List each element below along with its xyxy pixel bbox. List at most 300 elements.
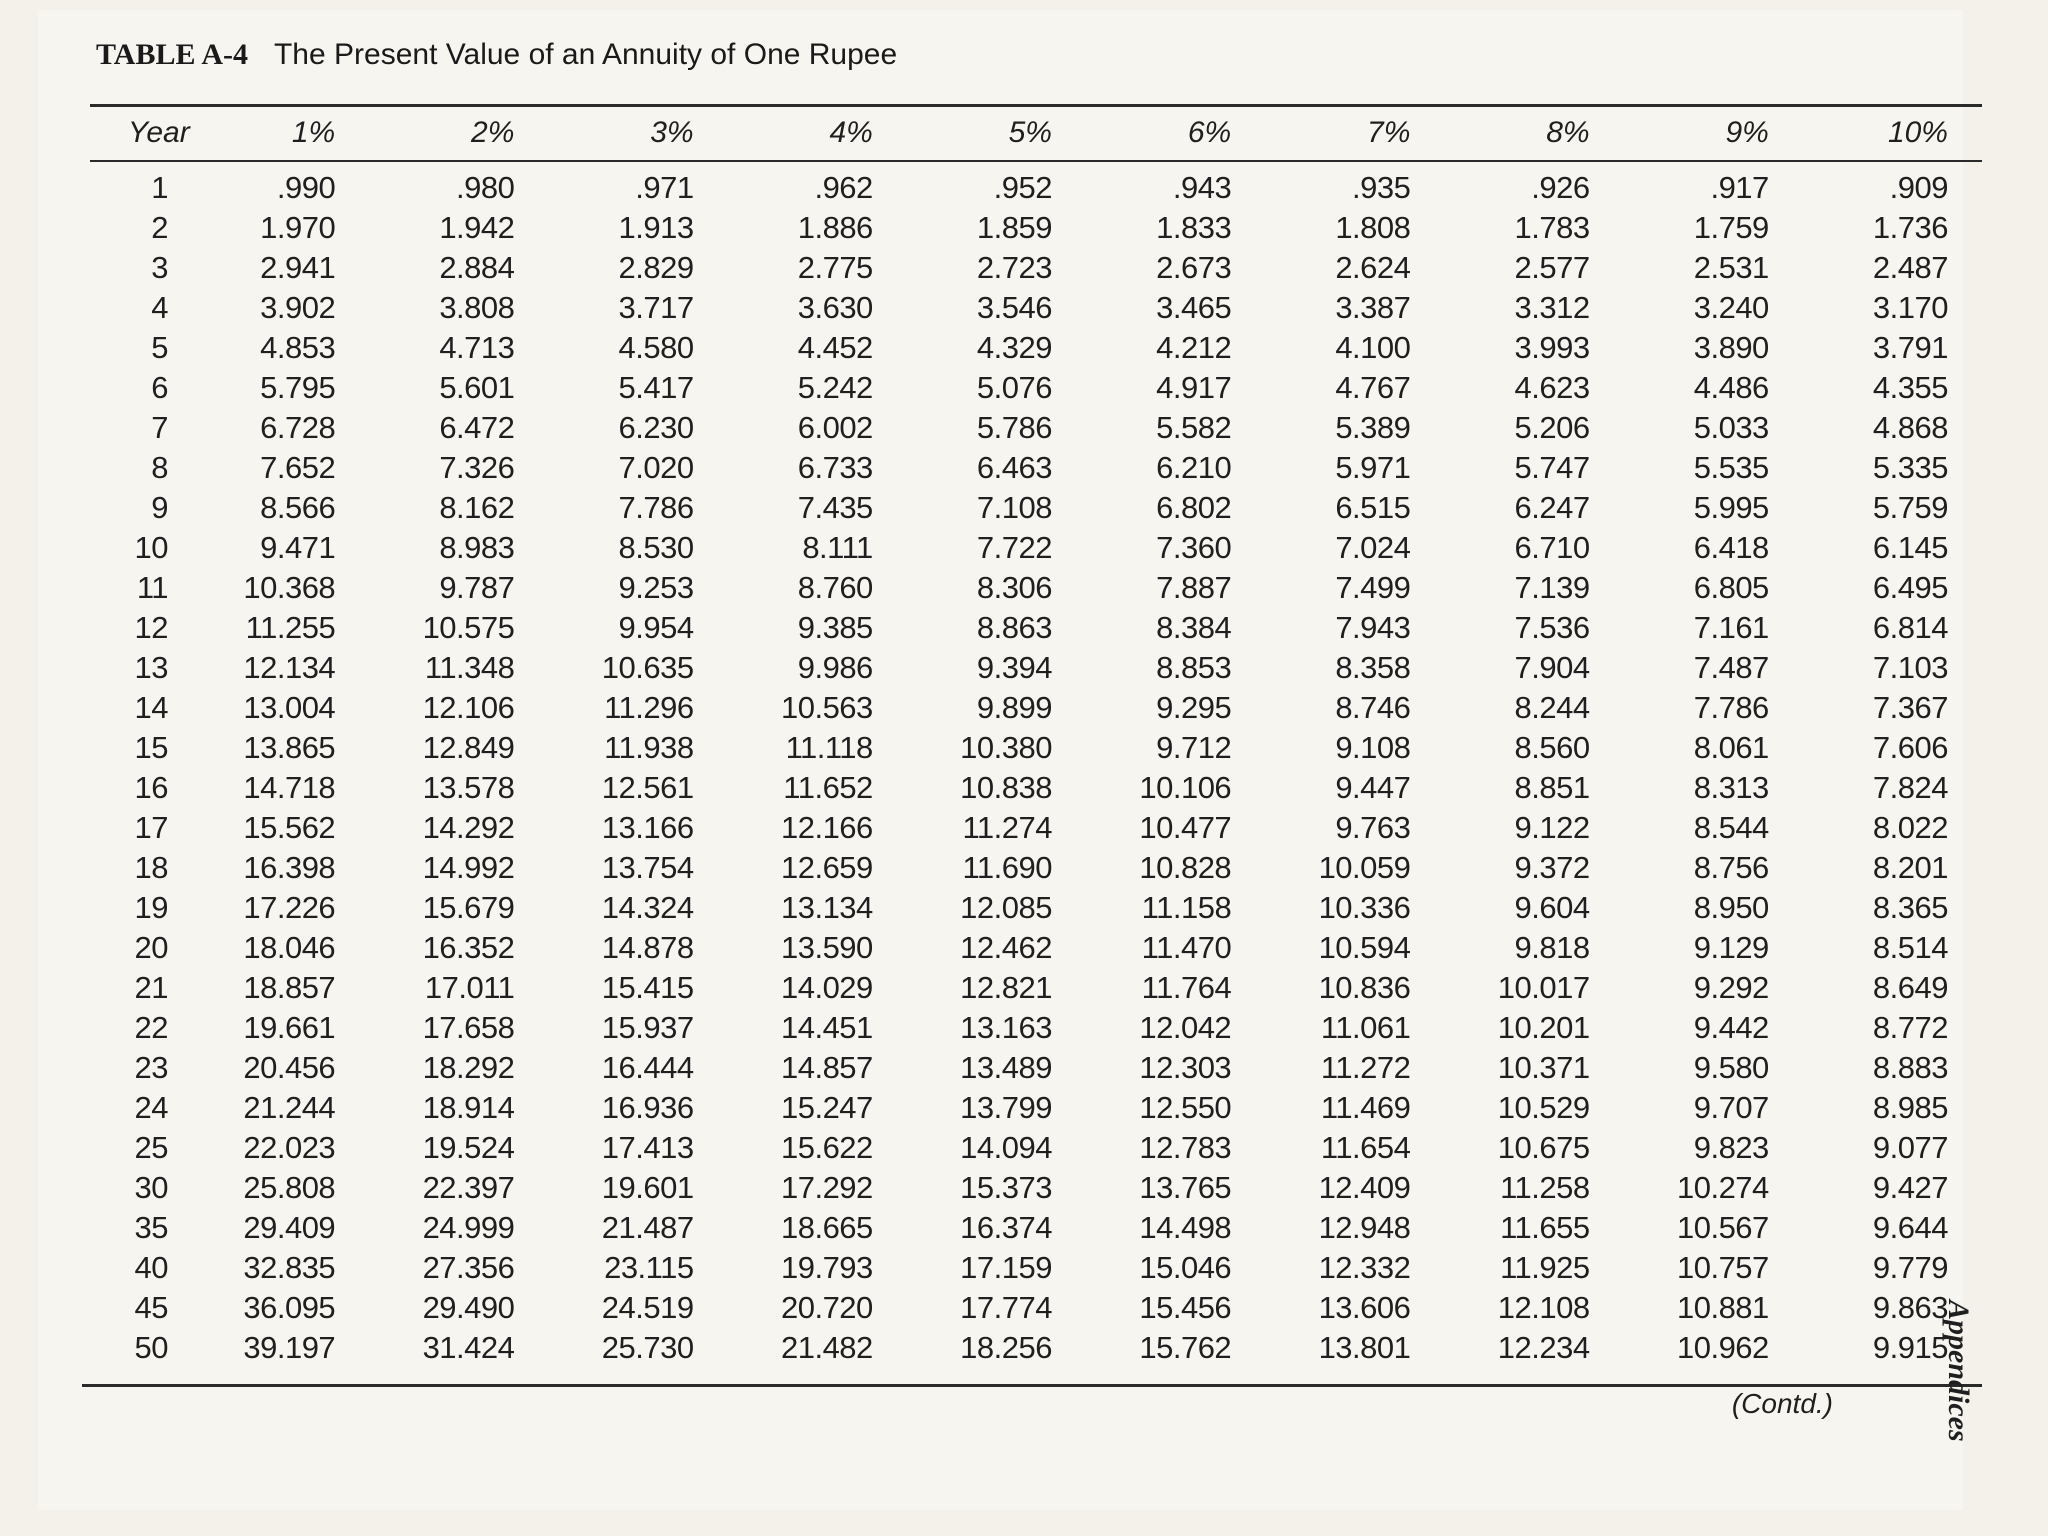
value-cell: 10.757	[1676, 1250, 1769, 1285]
value-cell: 10.567	[1676, 1210, 1769, 1245]
value-cell: 9.253	[618, 570, 694, 605]
value-cell: 4.580	[618, 330, 694, 365]
value-cell: 8.022	[1872, 810, 1948, 845]
value-cell: 17.658	[422, 1010, 515, 1045]
table-header	[90, 108, 1982, 158]
value-cell: 15.373	[960, 1170, 1052, 1205]
value-cell: 12.134	[243, 650, 336, 685]
value-cell: 7.020	[618, 450, 694, 485]
value-cell: 12.783	[1139, 1130, 1232, 1165]
year-cell: 25	[134, 1130, 168, 1165]
value-cell: 9.394	[976, 650, 1052, 685]
value-cell: 7.722	[976, 530, 1052, 565]
value-cell: 3.717	[618, 290, 694, 325]
value-cell: 7.161	[1693, 610, 1769, 645]
value-cell: 9.122	[1514, 810, 1590, 845]
value-cell: 4.100	[1335, 330, 1411, 365]
value-cell: 9.385	[797, 610, 873, 645]
column-header-rate: 7%	[1367, 116, 1411, 149]
value-cell: 9.471	[260, 530, 336, 565]
value-cell: 17.226	[243, 890, 336, 925]
value-cell: 6.210	[1156, 450, 1232, 485]
value-cell: 3.890	[1693, 330, 1769, 365]
year-cell: 10	[134, 530, 168, 565]
value-cell: 39.197	[243, 1330, 336, 1365]
value-cell: 4.355	[1872, 370, 1948, 405]
value-cell: 9.604	[1514, 890, 1590, 925]
value-cell: 4.452	[797, 330, 873, 365]
column-header-rate: 9%	[1725, 116, 1769, 149]
value-cell: 15.247	[780, 1090, 873, 1125]
value-cell: 6.733	[797, 450, 873, 485]
value-cell: 32.835	[243, 1250, 336, 1285]
value-cell: 7.435	[797, 490, 873, 525]
value-cell: 9.644	[1872, 1210, 1948, 1245]
value-cell: 5.795	[260, 370, 336, 405]
value-cell: 5.417	[618, 370, 694, 405]
value-cell: 18.256	[960, 1330, 1052, 1365]
side-label: Appendices	[1942, 1300, 1975, 1442]
value-cell: 17.011	[424, 970, 515, 1005]
value-cell: 9.712	[1156, 730, 1232, 765]
value-cell: 18.292	[422, 1050, 515, 1085]
value-cell: 20.720	[780, 1290, 873, 1325]
value-cell: 13.004	[243, 690, 336, 725]
value-cell: 1.759	[1693, 210, 1769, 245]
value-cell: 17.159	[960, 1250, 1052, 1285]
year-cell: 4	[151, 290, 168, 325]
value-cell: 7.108	[976, 490, 1052, 525]
value-cell: 8.306	[976, 570, 1052, 605]
value-cell: 11.690	[962, 850, 1052, 885]
value-cell: 7.536	[1514, 610, 1590, 645]
value-cell: 13.578	[422, 770, 515, 805]
year-cell: 35	[134, 1210, 168, 1245]
value-cell: 13.754	[601, 850, 694, 885]
value-cell: 8.863	[976, 610, 1052, 645]
value-cell: 14.094	[960, 1130, 1052, 1165]
value-cell: 12.166	[780, 810, 873, 845]
value-cell: 2.577	[1514, 250, 1590, 285]
value-cell: 9.129	[1693, 930, 1769, 965]
value-cell: 8.111	[802, 530, 873, 565]
value-cell: 2.673	[1156, 250, 1232, 285]
value-cell: 25.808	[243, 1170, 336, 1205]
value-cell: 11.118	[785, 730, 873, 765]
value-cell: 1.833	[1156, 210, 1232, 245]
value-cell: 16.374	[960, 1210, 1052, 1245]
value-cell: 1.970	[260, 210, 336, 245]
value-cell: 9.915	[1872, 1330, 1948, 1365]
value-cell: 15.456	[1139, 1290, 1232, 1325]
value-cell: 7.326	[439, 450, 515, 485]
year-cell: 17	[134, 810, 168, 845]
value-cell: 8.760	[797, 570, 873, 605]
value-cell: 1.859	[976, 210, 1052, 245]
value-cell: 14.324	[601, 890, 694, 925]
value-cell: 15.679	[422, 890, 515, 925]
value-cell: 12.821	[960, 970, 1052, 1005]
value-cell: 8.560	[1514, 730, 1590, 765]
value-cell: 11.938	[604, 730, 694, 765]
value-cell: 16.398	[243, 850, 336, 885]
value-cell: 4.713	[439, 330, 515, 365]
value-cell: 10.563	[780, 690, 873, 725]
value-cell: 12.561	[601, 770, 694, 805]
year-cell: 24	[134, 1090, 168, 1125]
value-cell: 36.095	[243, 1290, 336, 1325]
value-cell: 11.470	[1141, 930, 1232, 965]
value-cell: 8.756	[1693, 850, 1769, 885]
year-cell: 19	[134, 890, 168, 925]
value-cell: 7.499	[1335, 570, 1411, 605]
value-cell: 10.675	[1497, 1130, 1590, 1165]
value-cell: 12.106	[422, 690, 515, 725]
value-cell: 5.971	[1335, 450, 1411, 485]
value-cell: 7.103	[1872, 650, 1948, 685]
value-cell: 9.787	[439, 570, 515, 605]
value-cell: 7.943	[1335, 610, 1411, 645]
value-cell: .990	[276, 170, 336, 205]
value-cell: 6.002	[797, 410, 873, 445]
value-cell: 6.728	[260, 410, 336, 445]
value-cell: 18.665	[780, 1210, 873, 1245]
value-cell: 1.783	[1514, 210, 1590, 245]
value-cell: 9.863	[1872, 1290, 1948, 1325]
value-cell: 3.630	[797, 290, 873, 325]
value-cell: 10.529	[1497, 1090, 1590, 1125]
value-cell: 10.017	[1497, 970, 1590, 1005]
column-header-rate: 5%	[1008, 116, 1052, 149]
year-cell: 30	[134, 1170, 168, 1205]
value-cell: 25.730	[601, 1330, 694, 1365]
value-cell: 19.661	[243, 1010, 336, 1045]
value-cell: 13.765	[1139, 1170, 1232, 1205]
value-cell: 3.312	[1514, 290, 1590, 325]
year-cell: 14	[134, 690, 168, 725]
value-cell: 14.878	[601, 930, 694, 965]
value-cell: 8.313	[1693, 770, 1769, 805]
value-cell: 7.367	[1872, 690, 1948, 725]
value-cell: 2.829	[618, 250, 694, 285]
year-cell: 45	[134, 1290, 168, 1325]
value-cell: 7.786	[1693, 690, 1769, 725]
value-cell: 8.358	[1335, 650, 1411, 685]
value-cell: 2.624	[1335, 250, 1411, 285]
value-cell: 11.258	[1500, 1170, 1590, 1205]
value-cell: 8.883	[1872, 1050, 1948, 1085]
value-cell: 10.059	[1318, 850, 1411, 885]
value-cell: 3.387	[1335, 290, 1411, 325]
value-cell: 9.295	[1156, 690, 1232, 725]
value-cell: 11.061	[1320, 1010, 1411, 1045]
value-cell: 13.801	[1318, 1330, 1411, 1365]
value-cell: 7.024	[1335, 530, 1411, 565]
value-cell: 9.427	[1872, 1170, 1948, 1205]
value-cell: .935	[1352, 170, 1411, 205]
year-cell: 9	[151, 490, 168, 525]
value-cell: 10.368	[243, 570, 336, 605]
value-cell: 6.230	[618, 410, 694, 445]
value-cell: 10.962	[1676, 1330, 1769, 1365]
header-rule	[90, 160, 1982, 162]
value-cell: 8.950	[1693, 890, 1769, 925]
value-cell: 29.409	[243, 1210, 336, 1245]
value-cell: 10.881	[1676, 1290, 1769, 1325]
value-cell: 8.649	[1872, 970, 1948, 1005]
value-cell: 5.759	[1872, 490, 1948, 525]
value-cell: 8.853	[1156, 650, 1232, 685]
value-cell: 3.791	[1872, 330, 1948, 365]
column-header-year: Year	[128, 116, 190, 149]
value-cell: 9.763	[1335, 810, 1411, 845]
value-cell: 12.234	[1497, 1330, 1590, 1365]
value-cell: 15.562	[243, 810, 336, 845]
year-cell: 12	[134, 610, 168, 645]
value-cell: 11.469	[1320, 1090, 1411, 1125]
value-cell: 18.857	[243, 970, 336, 1005]
value-cell: 8.061	[1693, 730, 1769, 765]
value-cell: 8.566	[260, 490, 336, 525]
value-cell: 11.274	[962, 810, 1052, 845]
value-cell: 12.462	[960, 930, 1052, 965]
value-cell: 8.365	[1872, 890, 1948, 925]
value-cell: 21.482	[780, 1330, 873, 1365]
table-label: TABLE A-4	[96, 38, 248, 71]
value-cell: 4.868	[1872, 410, 1948, 445]
value-cell: 5.747	[1514, 450, 1590, 485]
value-cell: 21.244	[243, 1090, 336, 1125]
value-cell: 19.601	[601, 1170, 694, 1205]
value-cell: 6.495	[1872, 570, 1948, 605]
value-cell: 7.360	[1156, 530, 1232, 565]
value-cell: 3.902	[260, 290, 336, 325]
value-cell: 3.465	[1156, 290, 1232, 325]
value-cell: 2.723	[976, 250, 1052, 285]
value-cell: .943	[1172, 170, 1232, 205]
table-caption: The Present Value of an Annuity of One Rupee	[273, 38, 898, 71]
value-cell: 8.544	[1693, 810, 1769, 845]
value-cell: 11.925	[1500, 1250, 1590, 1285]
value-cell: 10.828	[1139, 850, 1232, 885]
value-cell: 24.519	[601, 1290, 694, 1325]
value-cell: 5.242	[797, 370, 873, 405]
year-cell: 7	[151, 410, 168, 445]
value-cell: 14.718	[243, 770, 336, 805]
value-cell: 22.023	[243, 1130, 336, 1165]
value-cell: 9.954	[618, 610, 694, 645]
value-cell: 11.158	[1141, 890, 1232, 925]
value-cell: 2.775	[797, 250, 873, 285]
value-cell: 10.371	[1497, 1050, 1590, 1085]
value-cell: 8.530	[618, 530, 694, 565]
table-title	[96, 38, 897, 72]
table-body	[90, 168, 1982, 1368]
value-cell: 4.486	[1693, 370, 1769, 405]
value-cell: 14.857	[780, 1050, 873, 1085]
value-cell: 11.348	[424, 650, 515, 685]
year-cell: 18	[134, 850, 168, 885]
value-cell: 5.033	[1693, 410, 1769, 445]
year-cell: 5	[151, 330, 168, 365]
value-cell: 6.145	[1872, 530, 1948, 565]
value-cell: .952	[993, 170, 1052, 205]
value-cell: .909	[1889, 170, 1948, 205]
value-cell: 7.786	[618, 490, 694, 525]
value-cell: 6.802	[1156, 490, 1232, 525]
value-cell: 13.606	[1318, 1290, 1411, 1325]
value-cell: 1.913	[618, 210, 694, 245]
value-cell: 2.941	[260, 250, 336, 285]
value-cell: 11.272	[1320, 1050, 1411, 1085]
value-cell: 16.444	[601, 1050, 694, 1085]
continued-note: (Contd.)	[1731, 1388, 1833, 1419]
value-cell: 8.162	[439, 490, 515, 525]
value-cell: 5.995	[1693, 490, 1769, 525]
value-cell: 7.904	[1514, 650, 1590, 685]
value-cell: .926	[1531, 170, 1590, 205]
value-cell: 11.255	[245, 610, 336, 645]
value-cell: 1.886	[797, 210, 873, 245]
value-cell: 15.415	[601, 970, 694, 1005]
year-cell: 1	[151, 170, 168, 205]
year-cell: 6	[151, 370, 168, 405]
value-cell: 8.772	[1872, 1010, 1948, 1045]
value-cell: 9.077	[1872, 1130, 1948, 1165]
year-cell: 21	[134, 970, 168, 1005]
year-cell: 22	[134, 1010, 168, 1045]
value-cell: 5.535	[1693, 450, 1769, 485]
value-cell: 7.824	[1872, 770, 1948, 805]
value-cell: 12.085	[960, 890, 1052, 925]
value-cell: 7.652	[260, 450, 336, 485]
value-cell: 9.986	[797, 650, 873, 685]
value-cell: 31.424	[422, 1330, 515, 1365]
value-cell: 12.332	[1318, 1250, 1411, 1285]
value-cell: 17.413	[601, 1130, 694, 1165]
value-cell: 22.397	[422, 1170, 515, 1205]
year-cell: 11	[136, 570, 168, 605]
value-cell: 15.046	[1139, 1250, 1232, 1285]
value-cell: 7.887	[1156, 570, 1232, 605]
value-cell: 12.948	[1318, 1210, 1411, 1245]
value-cell: 7.487	[1693, 650, 1769, 685]
value-cell: 18.914	[422, 1090, 515, 1125]
value-cell: 15.937	[601, 1010, 694, 1045]
value-cell: 16.352	[422, 930, 515, 965]
value-cell: 1.736	[1872, 210, 1948, 245]
column-header-rate: 2%	[471, 116, 515, 149]
value-cell: 5.389	[1335, 410, 1411, 445]
value-cell: 9.372	[1514, 850, 1590, 885]
value-cell: 3.993	[1514, 330, 1590, 365]
value-cell: 10.106	[1139, 770, 1232, 805]
value-cell: 19.524	[422, 1130, 515, 1165]
value-cell: 12.550	[1139, 1090, 1232, 1125]
value-cell: 8.746	[1335, 690, 1411, 725]
value-cell: 9.447	[1335, 770, 1411, 805]
value-cell: 13.166	[601, 810, 694, 845]
value-cell: 11.654	[1320, 1130, 1411, 1165]
value-cell: 10.836	[1318, 970, 1411, 1005]
value-cell: 4.853	[260, 330, 336, 365]
value-cell: 20.456	[243, 1050, 336, 1085]
value-cell: 7.139	[1514, 570, 1590, 605]
value-cell: 2.884	[439, 250, 515, 285]
top-rule	[90, 104, 1982, 107]
value-cell: 9.779	[1872, 1250, 1948, 1285]
value-cell: 10.575	[422, 610, 515, 645]
value-cell: 6.710	[1514, 530, 1590, 565]
value-cell: 9.442	[1693, 1010, 1769, 1045]
value-cell: 6.472	[439, 410, 515, 445]
value-cell: .962	[814, 170, 873, 205]
value-cell: 14.292	[422, 810, 515, 845]
value-cell: 13.134	[780, 890, 873, 925]
value-cell: 4.767	[1335, 370, 1411, 405]
value-cell: 13.590	[780, 930, 873, 965]
value-cell: 4.917	[1156, 370, 1232, 405]
column-header-rate: 1%	[291, 116, 336, 149]
value-cell: 5.076	[976, 370, 1052, 405]
year-cell: 15	[134, 730, 168, 765]
value-cell: 9.707	[1693, 1090, 1769, 1125]
value-cell: 2.487	[1872, 250, 1948, 285]
value-cell: .971	[635, 170, 694, 205]
value-cell: 10.380	[960, 730, 1052, 765]
column-header-rate: 4%	[829, 116, 873, 149]
value-cell: 4.329	[976, 330, 1052, 365]
value-cell: 8.244	[1514, 690, 1590, 725]
book-page	[38, 10, 1963, 1510]
year-cell: 2	[151, 210, 168, 245]
value-cell: 14.029	[780, 970, 873, 1005]
value-cell: 13.799	[960, 1090, 1052, 1125]
value-cell: 5.601	[439, 370, 515, 405]
value-cell: 16.936	[601, 1090, 694, 1125]
value-cell: 9.292	[1693, 970, 1769, 1005]
bottom-rule	[82, 1384, 1982, 1387]
value-cell: 12.303	[1139, 1050, 1232, 1085]
value-cell: 21.487	[601, 1210, 694, 1245]
value-cell: 23.115	[604, 1250, 694, 1285]
value-cell: 18.046	[243, 930, 336, 965]
value-cell: 1.942	[439, 210, 515, 245]
value-cell: 8.985	[1872, 1090, 1948, 1125]
value-cell: 3.240	[1693, 290, 1769, 325]
value-cell: 5.335	[1872, 450, 1948, 485]
value-cell: 4.212	[1156, 330, 1232, 365]
year-cell: 16	[134, 770, 168, 805]
value-cell: 10.336	[1318, 890, 1411, 925]
value-cell: 3.170	[1872, 290, 1948, 325]
value-cell: 11.652	[783, 770, 873, 805]
value-cell: 24.999	[422, 1210, 515, 1245]
value-cell: 7.606	[1872, 730, 1948, 765]
value-cell: 12.409	[1318, 1170, 1411, 1205]
value-cell: 6.814	[1872, 610, 1948, 645]
column-header-rate: 3%	[650, 116, 694, 149]
value-cell: 10.635	[601, 650, 694, 685]
value-cell: 11.296	[604, 690, 694, 725]
value-cell: 5.786	[976, 410, 1052, 445]
value-cell: 10.838	[960, 770, 1052, 805]
value-cell: 5.582	[1156, 410, 1232, 445]
value-cell: 11.655	[1500, 1210, 1590, 1245]
column-header-rate: 6%	[1187, 116, 1232, 149]
value-cell: 4.623	[1514, 370, 1590, 405]
value-cell: 2.531	[1693, 250, 1769, 285]
